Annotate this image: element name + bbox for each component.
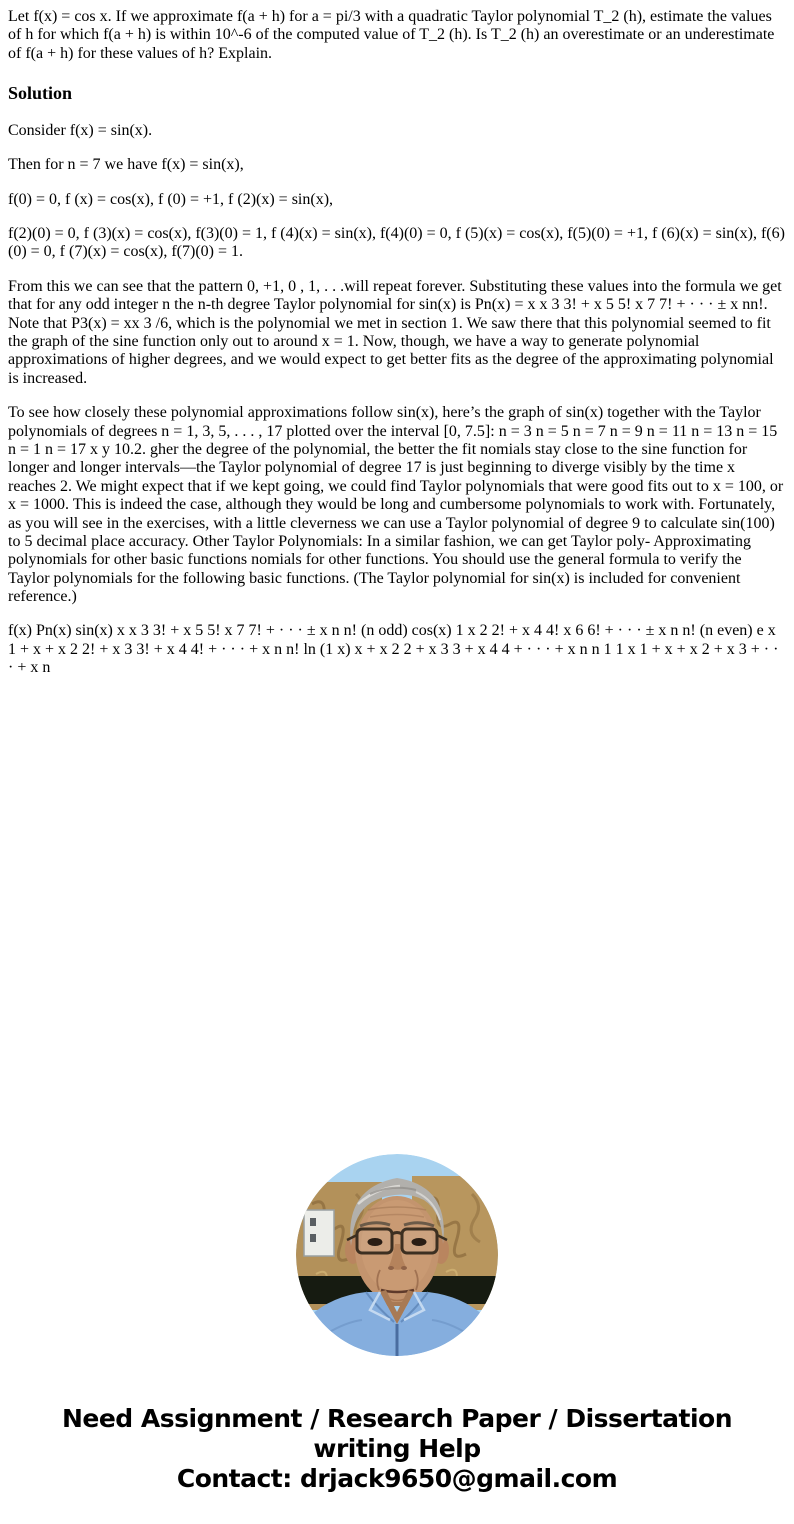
solution-paragraph-consider: Consider f(x) = sin(x). <box>8 121 153 139</box>
solution-paragraph-graph-discussion: To see how closely these polynomial approximations follow sin(x), here’s the graph of sin(x) together with the Taylor polynomials of degrees n = 1, 3, 5, . . . , 17 plotted over the interval [0, 7.5]: n = 3 n = 5 n = 7 n = 9 n = 11 n = 13 n = 15 n = 1 n = 17 x y 10.2. gher the degree of the polynomial, the better the fit nomials stay close to the sine function for longer and longer intervals—the Taylor polynomial of degree 17 is just beginning to diverge visibly by the time x reaches 2. We might expect that if we kept going, we could find Taylor polynomials that were good fits out to x = 100, or x = 1000. This is indeed the case, although they would be long and cumbersome polynomials to work with. Fortunately, as you will see in the exercises, with a little cleverness we can use a Taylor polynomial of degree 9 to calculate sin(100) to 5 decimal place accuracy. Other Taylor Polynomials: In a similar fashion, we can get Taylor poly- Approximating polynomials for other basic functions nomials for other functions. You should use the general formula to verify the Taylor polynomials for the following basic functions. (The Taylor polynomial for sin(x) is included for convenient reference.) <box>8 404 784 606</box>
solution-paragraph-derivatives-1: f(0) = 0, f (x) = cos(x), f (0) = +1, f (2)(x) = sin(x), <box>8 190 334 208</box>
solution-paragraph-derivatives-2: f(2)(0) = 0, f (3)(x) = cos(x), f(3)(0) = 1, f (4)(x) = sin(x), f(4)(0) = 0, f (5)(x) = cos(x), f(5)(0) = +1, f (6)(x) = sin(x), f(6)(0) = 0, f (7)(x) = cos(x), f(7)(0) = 1. <box>8 225 785 261</box>
footer-contact-line: Contact: drjack9650@gmail.com <box>176 1463 618 1493</box>
whitespace-spacer <box>8 694 786 1154</box>
footer-help-line-2: writing Help <box>313 1433 481 1463</box>
solution-heading: Solution <box>8 83 73 104</box>
footer-help-line-1: Need Assignment / Research Paper / Dissertation <box>61 1403 733 1433</box>
solution-paragraph-polynomial-table: f(x) Pn(x) sin(x) x x 3 3! + x 5 5! x 7 7! + · · · ± x n n! (n odd) cos(x) 1 x 2 2! + x 4 4! x 6 6! + · · · ± x n n! (n even) e x 1 + x + x 2 2! + x 3 3! + x 4 4! + · · · + x n n! ln (1 x) x + x 2 2 + x 3 3 + x 4 4 + · · · + x n n 1 1 x 1 + x + x 2 + x 3 + · · · + x n <box>8 622 779 677</box>
tutor-avatar-photo <box>296 1154 498 1356</box>
avatar-container <box>8 1154 786 1356</box>
footer-promo <box>8 1404 786 1524</box>
question-text: Let f(x) = cos x. If we approximate f(a + h) for a = pi/3 with a quadratic Taylor polynomial T_2 (h), estimate the values of h for which f(a + h) is within 10^-6 of the computed value of T_2 (h). Is T_2 (h) an overestimate or an underestimate of f(a + h) for these values of h? Explain. <box>8 8 775 62</box>
solution-paragraph-pattern: From this we can see that the pattern 0, +1, 0 , 1, . . .will repeat forever. Substituting these values into the formula we get that for any odd integer n the n-th degree Taylor polynomial for sin(x) is Pn(x) = x x 3 3! + x 5 5! x 7 7! + · · · ± x nn!. Note that P3(x) = xx 3 /6, which is the polynomial we met in section 1. We saw there that this polynomial seemed to fit the graph of the sine function only out to around x = 1. Now, though, we have a way to generate polynomial approximations of higher degrees, and we would expect to get better fits as the degree of the approximating polynomial is increased. <box>8 277 782 387</box>
solution-paragraph-then: Then for n = 7 we have f(x) = sin(x), <box>8 156 244 174</box>
